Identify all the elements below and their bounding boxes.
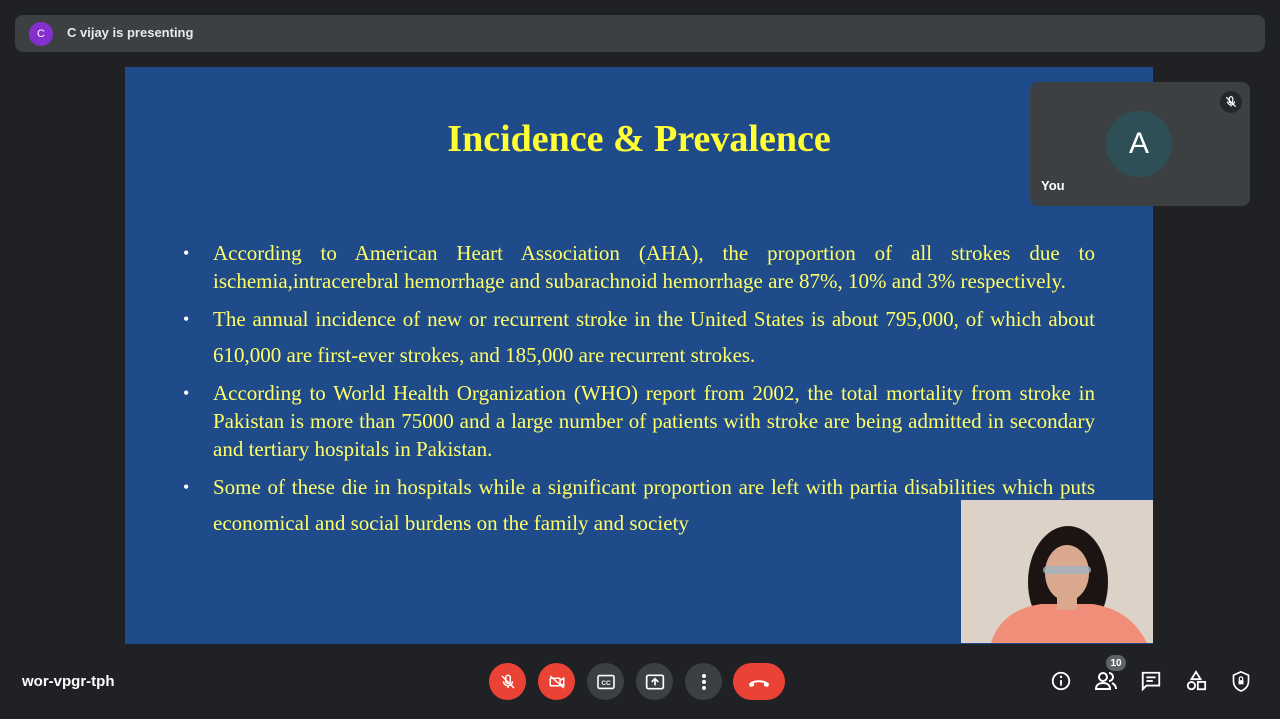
slide-bullet: • According to American Heart Association (AHA), the proportion of all strokes due to ischemia,intracerebral hemorrhage and subarachnoid hemorrhage are 87%, 10% and 3% respectively. — [183, 239, 1095, 295]
participants-button[interactable] — [1093, 668, 1119, 694]
self-avatar: A — [1106, 111, 1172, 177]
presenting-label: C vijay is presenting — [67, 25, 194, 40]
presenter-avatar: C — [29, 22, 53, 46]
activities-button[interactable] — [1183, 668, 1209, 694]
present-now-button[interactable] — [636, 663, 673, 700]
activities-icon — [1185, 670, 1207, 692]
svg-text:CC: CC — [600, 679, 611, 687]
present-screen-icon — [645, 673, 665, 691]
captions-icon — [596, 674, 616, 690]
meeting-details-button[interactable] — [1048, 668, 1074, 694]
leave-call-button[interactable] — [733, 663, 785, 700]
mic-off-icon — [1220, 91, 1242, 113]
presenting-banner — [15, 15, 1265, 52]
chat-button[interactable] — [1138, 668, 1164, 694]
self-video-tile[interactable] — [1030, 82, 1250, 206]
camera-toggle-button[interactable] — [538, 663, 575, 700]
slide-bullet: • Some of these die in hospitals while a significant proportion are left with partia disabilities which puts economical and social burdens on the family and society — [183, 469, 1095, 541]
slide-bullet: • According to World Health Organization (WHO) report from 2002, the total mortality from stroke in Pakistan is more than 75000 and a large number of patients with stroke are being admitted in secondary and tertiary hospitals in Pakistan. — [183, 379, 1095, 463]
participants-count-badge: 10 — [1106, 655, 1126, 671]
info-icon — [1050, 670, 1072, 692]
more-vert-icon — [701, 673, 707, 691]
captions-button[interactable] — [587, 663, 624, 700]
presenter-video-feed — [961, 500, 1153, 643]
host-controls-button[interactable] — [1228, 668, 1254, 694]
mic-off-icon — [499, 673, 517, 691]
microphone-toggle-button[interactable] — [489, 663, 526, 700]
more-options-button[interactable] — [685, 663, 722, 700]
presenter-video-tile[interactable] — [961, 500, 1153, 643]
hang-up-icon — [747, 676, 771, 688]
people-icon — [1094, 670, 1118, 692]
slide-bullets — [183, 239, 1095, 547]
self-name-label: You — [1041, 178, 1065, 193]
slide-bullet: • The annual incidence of new or recurrent stroke in the United States is about 795,000, of which about 610,000 are first-ever strokes, and 185,000 are recurrent strokes. — [183, 301, 1095, 373]
chat-icon — [1140, 670, 1162, 692]
camera-off-icon — [547, 673, 567, 691]
slide-title: Incidence & Prevalence — [447, 118, 831, 160]
meeting-code: wor-vpgr-tph — [22, 673, 115, 690]
shield-lock-icon — [1231, 670, 1251, 692]
